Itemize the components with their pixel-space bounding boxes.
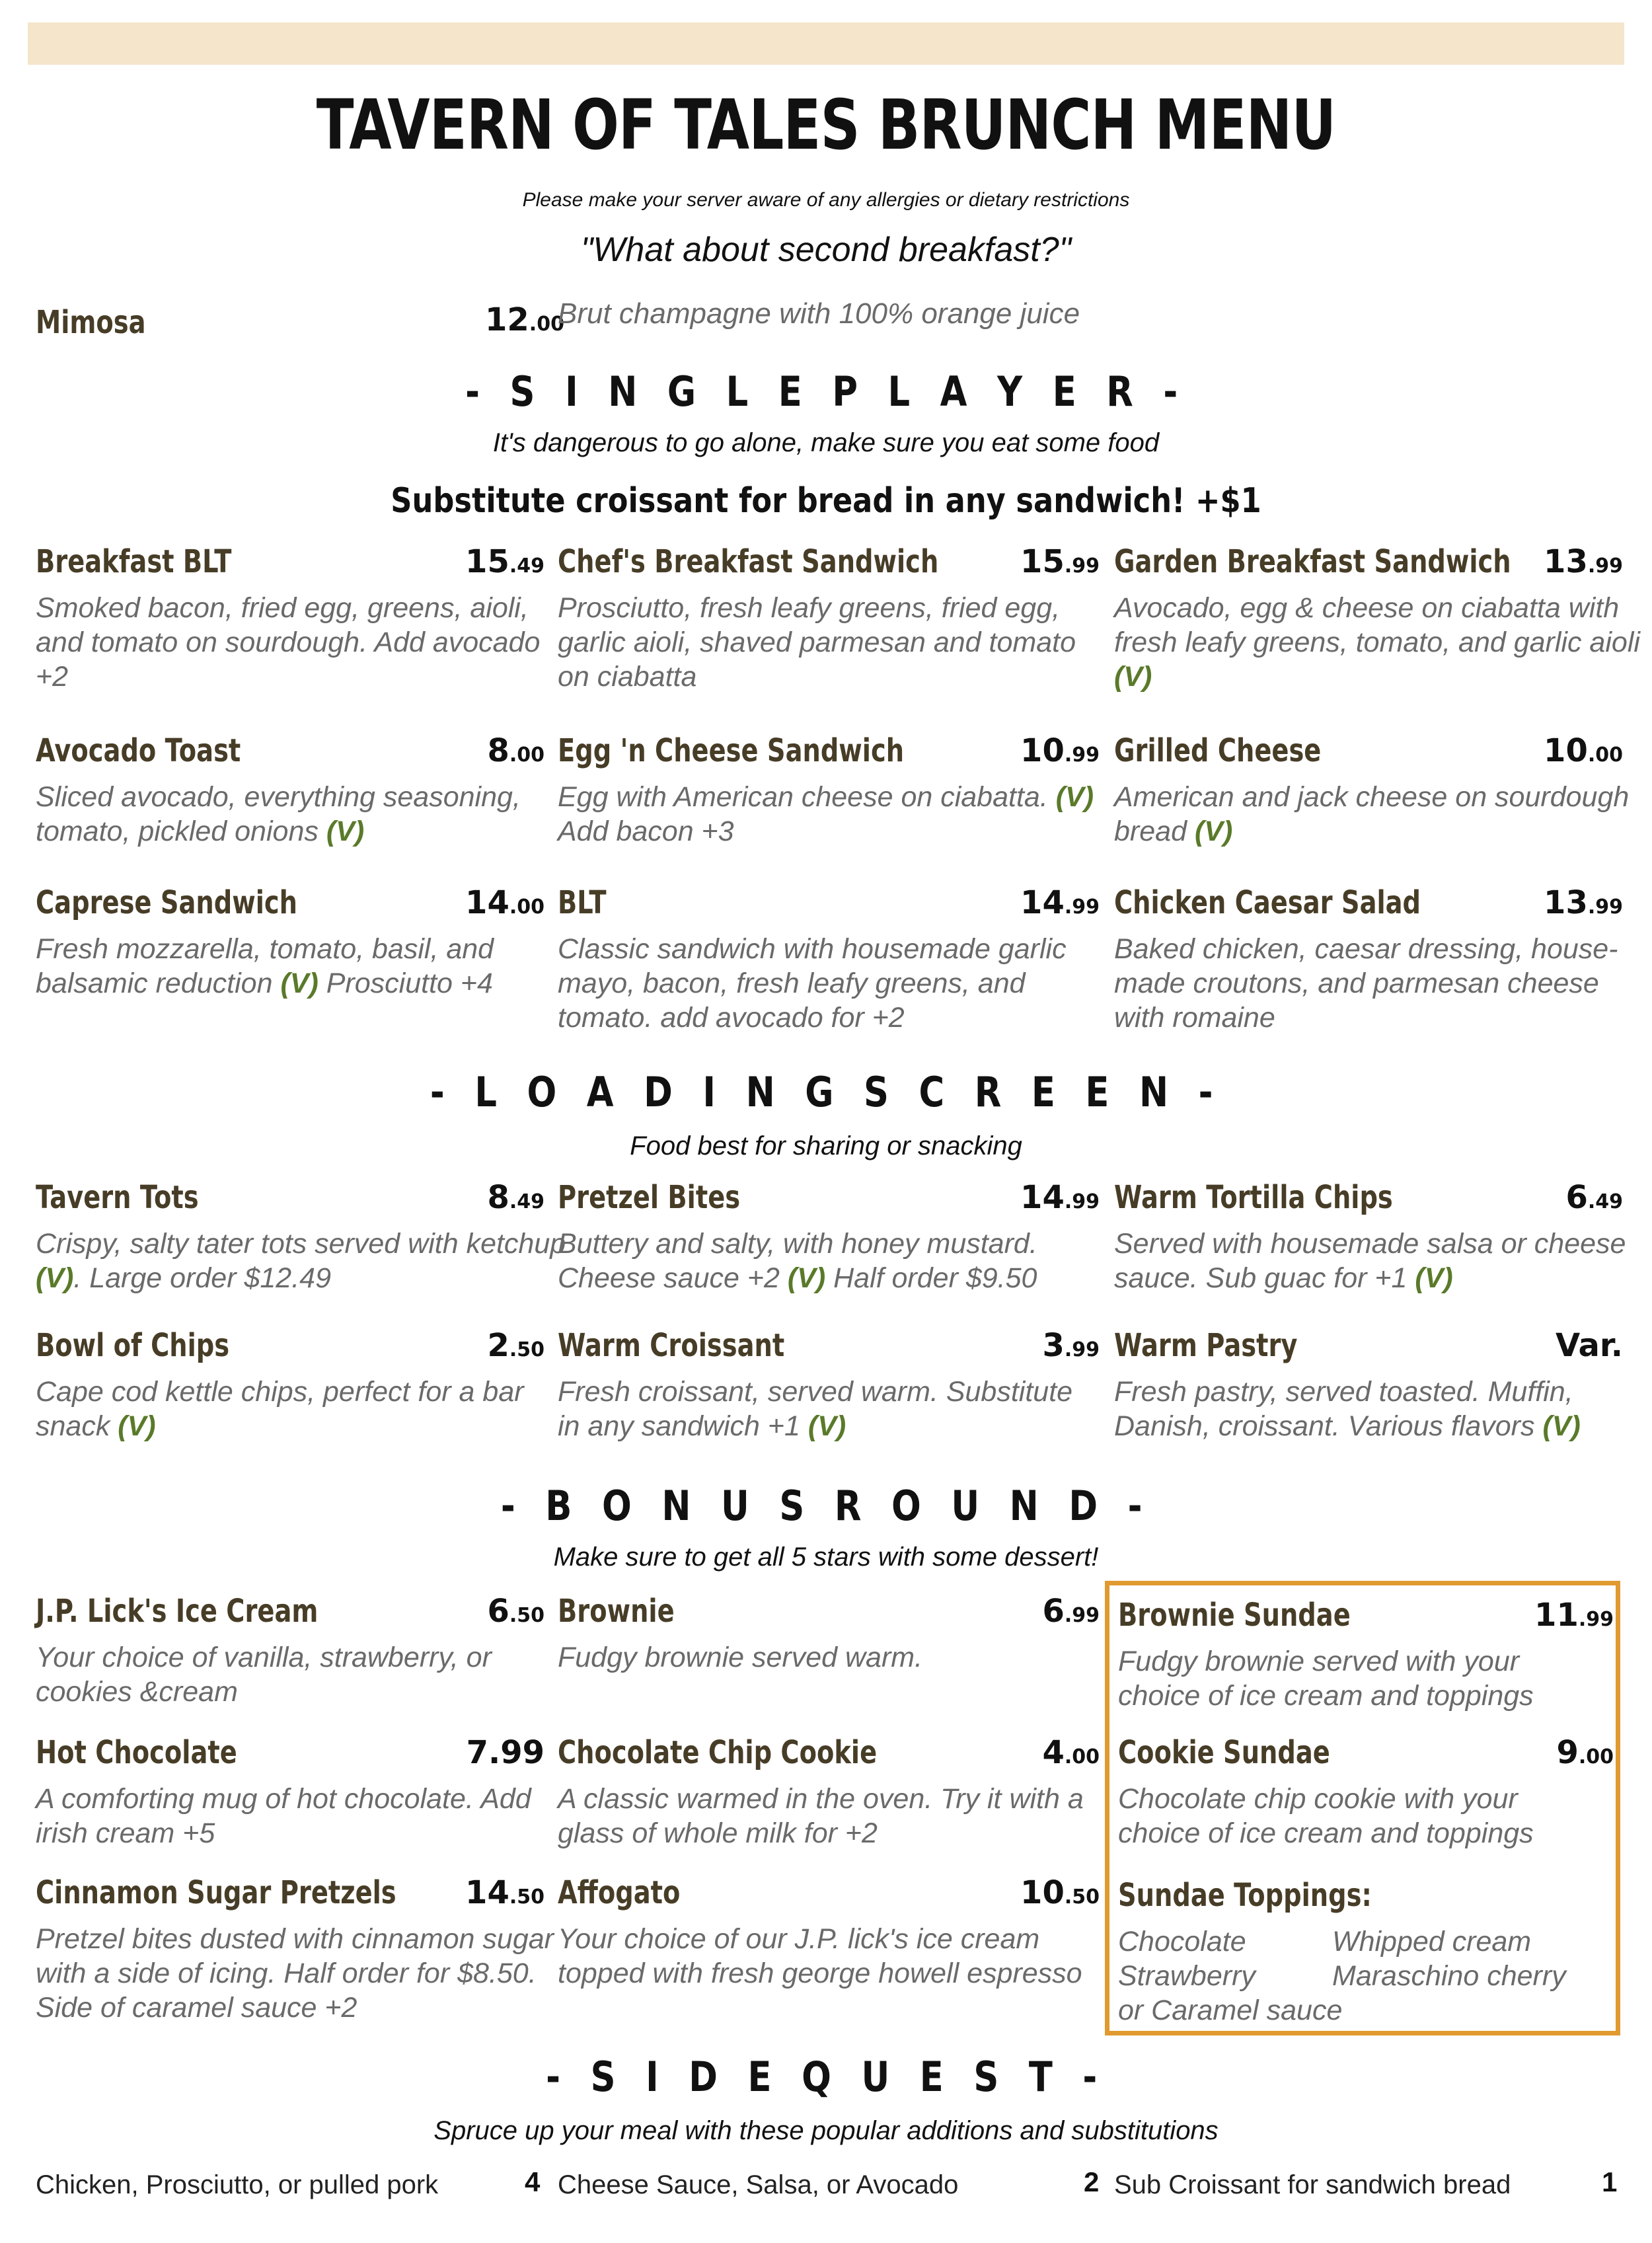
menu-item-description	[558, 1782, 1100, 1850]
price-cents: .49	[509, 1190, 544, 1213]
menu-item-price	[467, 1734, 544, 1771]
price-main: 13	[1544, 543, 1588, 580]
price-cents: .99	[1587, 895, 1623, 919]
menu-item-description	[558, 1375, 1100, 1443]
side-item-name: Sub Croissant for sandwich bread	[1114, 2170, 1511, 2199]
menu-item-name: J.P. Lick's Ice Cream	[36, 1593, 319, 1630]
topping-chocolate: Chocolate	[1118, 1926, 1246, 1958]
menu-item-price	[1565, 1179, 1623, 1216]
menu-item-name: Chocolate Chip Cookie	[558, 1734, 878, 1771]
price-main: 14	[1020, 1179, 1065, 1216]
menu-item-name: Egg 'n Cheese Sandwich	[558, 732, 905, 769]
description-text: Egg with American cheese on ciabatta.	[558, 781, 1056, 813]
mimosa-price-main: 12	[485, 301, 529, 338]
menu-item-description	[558, 1922, 1100, 1991]
description-text: Fresh pastry, served toasted. Muffin, Danish, croissant. Various flavors	[1114, 1376, 1573, 1442]
menu-item-price	[1042, 1327, 1100, 1364]
menu-item-price	[1556, 1327, 1623, 1364]
menu-item-description	[36, 1375, 578, 1443]
menu-item-name: Brownie	[558, 1593, 675, 1630]
vegetarian-mark: (V)	[807, 1410, 846, 1442]
menu-item-name: BLT	[558, 884, 607, 921]
menu-item-name: Warm Croissant	[558, 1327, 785, 1364]
vegetarian-mark: (V)	[787, 1262, 826, 1294]
description-text: Fresh mozzarella, tomato, basil, and balsamic reduction	[36, 933, 494, 999]
menu-item-description	[558, 1640, 1100, 1675]
description-tail: Prosciutto +4	[318, 968, 493, 999]
price-main: 8	[487, 732, 509, 769]
section-subtitle-bonus-round: Make sure to get all 5 stars with some dessert!	[553, 1542, 1099, 1572]
menu-item-name: Cinnamon Sugar Pretzels	[36, 1874, 396, 1911]
price-main: 14	[1020, 884, 1065, 921]
topping-strawberry: Strawberry	[1118, 1960, 1256, 1992]
price-main: 2	[487, 1327, 509, 1364]
menu-item-price	[487, 1593, 544, 1630]
vegetarian-mark: (V)	[36, 1262, 74, 1294]
menu-item-name: Cookie Sundae	[1118, 1734, 1330, 1771]
description-tail: Half order $9.50	[825, 1262, 1037, 1294]
menu-item-description	[1114, 1227, 1652, 1295]
price-main: 10	[1020, 1874, 1065, 1911]
description-text: Your choice of our J.P. lick's ice cream topped with fresh george howell espresso	[558, 1923, 1082, 1989]
menu-item-name: Caprese Sandwich	[36, 884, 297, 921]
price-cents: .00	[1578, 1745, 1614, 1768]
menu-item-name: Tavern Tots	[36, 1179, 199, 1216]
description-text: Classic sandwich with housemade garlic mayo, bacon, fresh leafy greens, and tomato. add avocado for +2	[558, 933, 1067, 1034]
top-accent-bar	[28, 22, 1624, 65]
price-main: 9	[1556, 1734, 1579, 1771]
price-cents: .99	[1064, 1604, 1100, 1627]
vegetarian-mark: (V)	[1114, 661, 1152, 693]
mimosa-description: Brut champagne with 100% orange juice	[558, 297, 1080, 330]
price-cents: .49	[1587, 1190, 1623, 1213]
price-cents: .00	[509, 743, 544, 767]
allergy-note: Please make your server aware of any allergies or dietary restrictions	[522, 189, 1130, 211]
menu-item-description	[558, 1227, 1100, 1295]
side-item-price: 2	[1084, 2166, 1100, 2197]
menu-item-price	[1534, 1597, 1614, 1634]
menu-item-price	[487, 732, 544, 769]
section-heading-single-player: - S I N G L E P L A Y E R -	[465, 367, 1187, 416]
price-main: 15	[1020, 543, 1065, 580]
price-main: 8	[487, 1179, 509, 1216]
description-text: Chocolate chip cookie with your choice of ice cream and toppings	[1118, 1783, 1534, 1849]
price-cents: .99	[1064, 1338, 1100, 1361]
price-main: 6	[1565, 1179, 1588, 1216]
price-main: 4	[1042, 1734, 1065, 1771]
croissant-substitute-note: Substitute croissant for bread in any sandwich! +$1	[391, 481, 1261, 521]
price-cents: .00	[1587, 743, 1623, 767]
menu-item-name: Breakfast BLT	[36, 543, 232, 580]
side-item-price: 1	[1602, 2166, 1618, 2197]
price-main: 13	[1544, 884, 1588, 921]
menu-item-description	[36, 1782, 578, 1850]
price-main: 10	[1544, 732, 1588, 769]
menu-item-price	[1020, 1874, 1100, 1911]
menu-item-description	[1118, 1782, 1607, 1850]
menu-item-name: Affogato	[558, 1874, 681, 1911]
side-item-price: 4	[525, 2166, 541, 2197]
price-cents: .99	[1064, 554, 1100, 578]
menu-item-description	[1114, 1375, 1652, 1443]
description-text: Buttery and salty, with honey mustard. Cheese sauce +2	[558, 1228, 1037, 1294]
description-text: Your choice of vanilla, strawberry, or cookies &cream	[36, 1642, 492, 1708]
price-main: 3	[1042, 1327, 1065, 1364]
menu-title: TAVERN OF TALES BRUNCH MENU	[316, 85, 1336, 165]
menu-item-price	[1544, 543, 1623, 580]
price-cents: .50	[509, 1885, 544, 1909]
sundae-toppings-title: Sundae Toppings:	[1118, 1877, 1372, 1914]
menu-item-price	[487, 1179, 544, 1216]
description-text: Smoked bacon, fried egg, greens, aioli, and tomato on sourdough. Add avocado +2	[36, 592, 541, 693]
menu-item-description	[36, 591, 578, 694]
menu-item-price	[1020, 1179, 1100, 1216]
menu-quote: "What about second breakfast?"	[580, 231, 1072, 269]
vegetarian-mark: (V)	[1542, 1410, 1581, 1442]
description-text: Fudgy brownie served with your choice of ice cream and toppings	[1118, 1646, 1534, 1712]
mimosa-name: Mimosa	[36, 304, 146, 341]
description-text: A classic warmed in the oven. Try it with a glass of whole milk for +2	[558, 1783, 1084, 1849]
vegetarian-mark: (V)	[1194, 816, 1233, 847]
menu-item-price	[487, 1327, 544, 1364]
menu-item-name: Chef's Breakfast Sandwich	[558, 543, 939, 580]
side-item-name: Chicken, Prosciutto, or pulled pork	[36, 2170, 439, 2199]
section-heading-side-quest: - S I D E Q U E S T -	[546, 2053, 1106, 2101]
menu-item-price	[465, 884, 544, 921]
menu-item-name: Pretzel Bites	[558, 1179, 741, 1216]
menu-item-price	[1020, 732, 1100, 769]
menu-item-description	[1118, 1644, 1607, 1713]
mimosa-price	[485, 301, 564, 338]
price-main: 15	[465, 543, 509, 580]
description-tail: . Large order $12.49	[73, 1262, 331, 1294]
menu-item-price	[465, 1874, 544, 1911]
description-text: Pretzel bites dusted with cinnamon sugar with a side of icing. Half order for $8.50. Side of caramel sauce +2	[36, 1923, 554, 2024]
menu-item-name: Avocado Toast	[36, 732, 241, 769]
section-subtitle-side-quest: Spruce up your meal with these popular additions and substitutions	[433, 2116, 1219, 2145]
price-main: 14	[465, 884, 509, 921]
menu-item-description	[558, 780, 1100, 849]
price-main: 14	[465, 1874, 509, 1911]
description-text: Served with housemade salsa or cheese sauce. Sub guac for +1	[1114, 1228, 1626, 1294]
price-cents: .50	[509, 1338, 544, 1361]
menu-item-price	[1556, 1734, 1614, 1771]
vegetarian-mark: (V)	[280, 968, 319, 999]
menu-item-name: Garden Breakfast Sandwich	[1114, 543, 1511, 580]
description-text: Avocado, egg & cheese on ciabatta with fresh leafy greens, tomato, and garlic aioli	[1114, 592, 1640, 658]
menu-item-price	[1020, 543, 1100, 580]
description-tail: Add bacon +3	[558, 816, 734, 847]
menu-item-description	[36, 1227, 578, 1295]
price-cents: .50	[1064, 1885, 1100, 1909]
menu-item-name: Brownie Sundae	[1118, 1597, 1351, 1634]
menu-item-name: Chicken Caesar Salad	[1114, 884, 1421, 921]
description-text: Crispy, salty tater tots served with ketchup	[36, 1228, 566, 1260]
description-text: American and jack cheese on sourdough bread	[1114, 781, 1630, 847]
topping-maraschino-cherry: Maraschino cherry	[1332, 1960, 1566, 1992]
side-item-name: Cheese Sauce, Salsa, or Avocado	[558, 2170, 959, 2199]
price-cents: .50	[509, 1604, 544, 1627]
menu-item-description	[36, 932, 578, 1001]
price-cents: .00	[1064, 1745, 1100, 1768]
price-main: Var.	[1556, 1327, 1623, 1364]
section-subtitle-loading-screen: Food best for sharing or snacking	[630, 1131, 1022, 1160]
description-text: Prosciutto, fresh leafy greens, fried egg, garlic aioli, shaved parmesan and tomato on ciabatta	[558, 592, 1076, 693]
description-text: Fresh croissant, served warm. Substitute in any sandwich +1	[558, 1376, 1073, 1442]
price-main: 6	[487, 1593, 509, 1630]
menu-item-price	[1042, 1593, 1100, 1630]
menu-item-name: Bowl of Chips	[36, 1327, 230, 1364]
menu-item-description	[558, 932, 1100, 1035]
price-main: 6	[1042, 1593, 1065, 1630]
menu-item-price	[1544, 884, 1623, 921]
topping-whipped-cream: Whipped cream	[1332, 1926, 1532, 1958]
description-text: Fudgy brownie served warm.	[558, 1642, 923, 1673]
vegetarian-mark: (V)	[1055, 781, 1094, 813]
menu-item-description	[1114, 591, 1652, 694]
menu-item-description	[1114, 780, 1652, 849]
mimosa-price-cents: .00	[529, 313, 564, 336]
price-cents: .99	[1587, 554, 1623, 578]
section-heading-bonus-round: - B O N U S R O U N D -	[500, 1482, 1152, 1530]
topping-caramel-sauce: or Caramel sauce	[1118, 1995, 1343, 2026]
price-main: 7.99	[466, 1734, 544, 1771]
menu-item-description	[558, 591, 1100, 694]
vegetarian-mark: (V)	[326, 816, 365, 847]
section-heading-loading-screen: - L O A D I N G S C R E E N -	[430, 1068, 1222, 1116]
price-cents: .99	[1064, 895, 1100, 919]
price-main: 11	[1534, 1597, 1579, 1634]
menu-item-description	[36, 1640, 578, 1709]
price-cents: .99	[1064, 743, 1100, 767]
menu-item-price	[1544, 732, 1623, 769]
menu-item-description	[36, 780, 578, 849]
menu-item-name: Warm Pastry	[1114, 1327, 1298, 1364]
price-cents: .49	[509, 554, 544, 578]
price-cents: .00	[509, 895, 544, 919]
menu-item-name: Warm Tortilla Chips	[1114, 1179, 1393, 1216]
menu-item-description	[1114, 932, 1652, 1035]
description-text: Cape cod kettle chips, perfect for a bar snack	[36, 1376, 524, 1442]
price-main: 10	[1020, 732, 1065, 769]
menu-item-price	[1042, 1734, 1100, 1771]
menu-item-name: Hot Chocolate	[36, 1734, 237, 1771]
price-cents: .99	[1064, 1190, 1100, 1213]
vegetarian-mark: (V)	[118, 1410, 156, 1442]
menu-item-price	[465, 543, 544, 580]
menu-item-price	[1020, 884, 1100, 921]
description-text: Baked chicken, caesar dressing, house-made croutons, and parmesan cheese with romaine	[1114, 933, 1618, 1034]
menu-item-name: Grilled Cheese	[1114, 732, 1322, 769]
description-text: Sliced avocado, everything seasoning, tomato, pickled onions	[36, 781, 521, 847]
description-text: A comforting mug of hot chocolate. Add irish cream +5	[36, 1783, 531, 1849]
menu-item-description	[36, 1922, 578, 2025]
price-cents: .99	[1578, 1608, 1614, 1631]
vegetarian-mark: (V)	[1415, 1262, 1453, 1294]
section-subtitle-single-player: It's dangerous to go alone, make sure you eat some food	[492, 428, 1160, 457]
